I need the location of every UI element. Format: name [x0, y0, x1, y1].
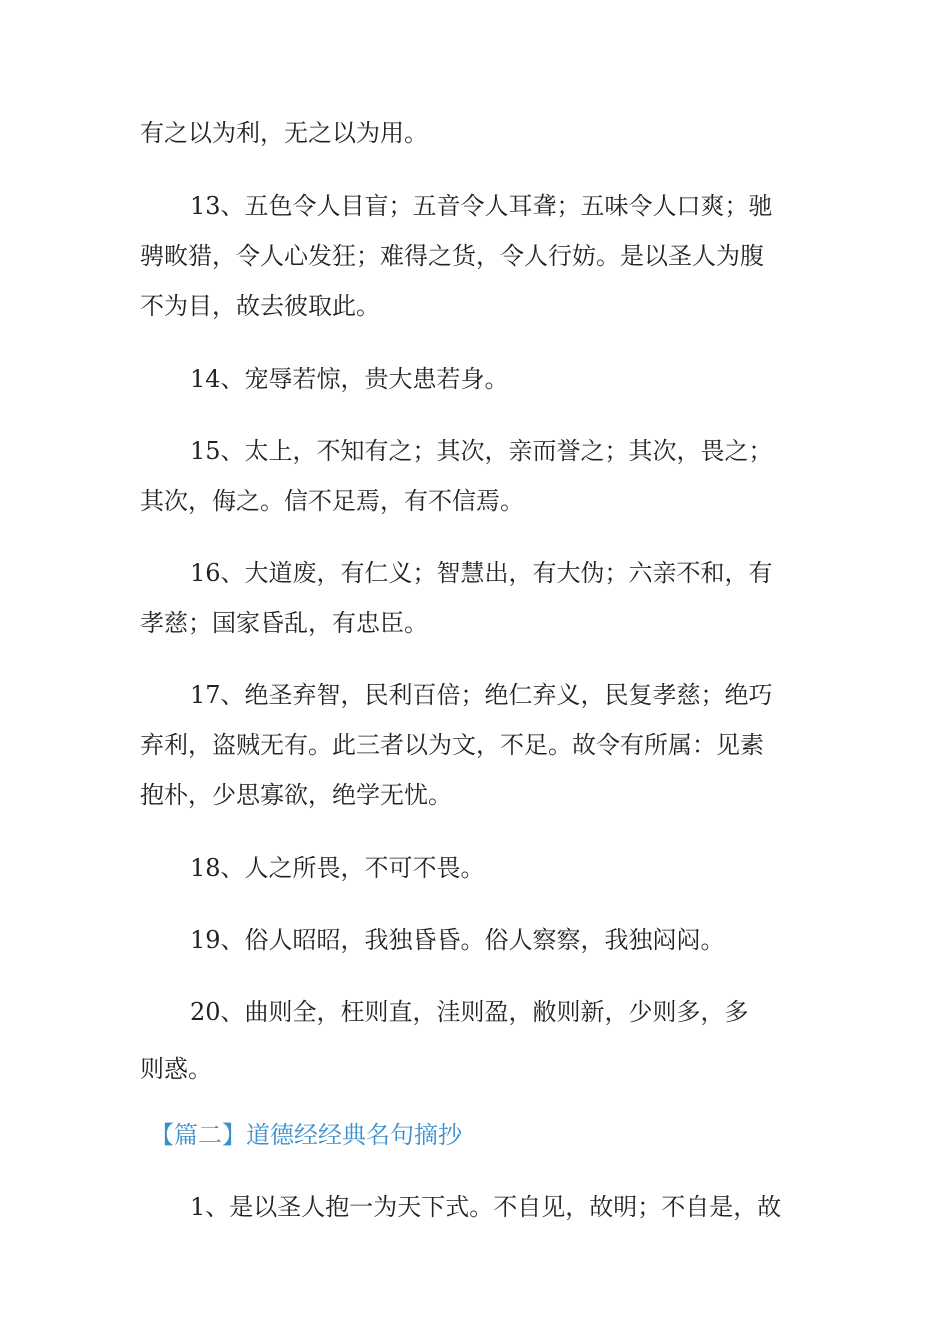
- paragraph-line: 骋畋猎，令人心发狂；难得之货，令人行妨。是以圣人为腹: [140, 242, 764, 270]
- paragraph-line: 16、大道废，有仁义；智慧出，有大伪；六亲不和，有: [190, 559, 773, 587]
- paragraph-line: 20、曲则全，枉则直，洼则盈，敝则新，少则多，多: [190, 998, 749, 1026]
- section-heading: 【篇二】道德经经典名句摘抄: [150, 1121, 462, 1149]
- paragraph-line: 19、俗人昭昭，我独昏昏。俗人察察，我独闷闷。: [190, 926, 725, 954]
- paragraph-line: 则惑。: [140, 1055, 212, 1083]
- paragraph-line: 弃利，盗贼无有。此三者以为文，不足。故令有所属：见素: [140, 731, 764, 759]
- paragraph-line: 17、绝圣弃智，民利百倍；绝仁弃义，民复孝慈；绝巧: [190, 681, 773, 709]
- paragraph-line: 14、宠辱若惊，贵大患若身。: [190, 365, 509, 393]
- paragraph-line: 15、太上，不知有之；其次，亲而誉之；其次，畏之；: [190, 437, 773, 465]
- paragraph-line: 不为目，故去彼取此。: [140, 292, 380, 320]
- paragraph-line: 其次，侮之。信不足焉，有不信焉。: [140, 487, 524, 515]
- paragraph-line: 孝慈；国家昏乱，有忠臣。: [140, 609, 428, 637]
- paragraph-line: 有之以为利，无之以为用。: [140, 119, 428, 147]
- paragraph-line: 13、五色令人目盲；五音令人耳聋；五味令人口爽；驰: [190, 192, 773, 220]
- paragraph-line: 抱朴，少思寡欲，绝学无忧。: [140, 781, 452, 809]
- paragraph-line: 1、是以圣人抱一为天下式。不自见，故明；不自是，故: [190, 1193, 782, 1221]
- paragraph-line: 18、人之所畏，不可不畏。: [190, 854, 485, 882]
